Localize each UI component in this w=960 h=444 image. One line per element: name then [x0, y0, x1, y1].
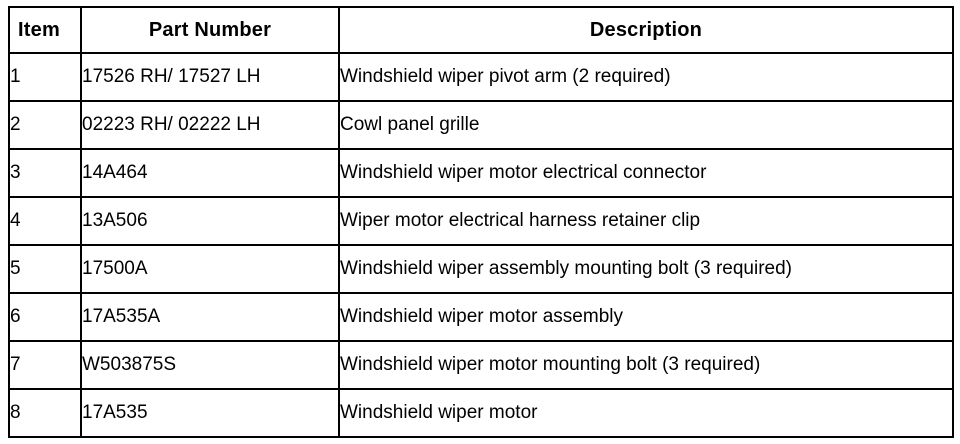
- cell-description: Windshield wiper motor: [339, 389, 953, 437]
- cell-item: 2: [9, 101, 81, 149]
- cell-part-number: 17500A: [81, 245, 339, 293]
- cell-part-number: 14A464: [81, 149, 339, 197]
- cell-item: 7: [9, 341, 81, 389]
- cell-part-number: W503875S: [81, 341, 339, 389]
- column-header-description: Description: [339, 7, 953, 53]
- column-header-part-number: Part Number: [81, 7, 339, 53]
- table-row: [9, 389, 953, 437]
- cell-item: 6: [9, 293, 81, 341]
- cell-description: Windshield wiper motor mounting bolt (3 required): [339, 341, 953, 389]
- cell-description: Windshield wiper motor assembly: [339, 293, 953, 341]
- cell-item: 3: [9, 149, 81, 197]
- table-row: [9, 341, 953, 389]
- parts-table: [8, 6, 954, 438]
- cell-item: 1: [9, 53, 81, 101]
- cell-part-number: 02223 RH/ 02222 LH: [81, 101, 339, 149]
- table-row: [9, 53, 953, 101]
- cell-item: 4: [9, 197, 81, 245]
- table-body: [9, 53, 953, 437]
- table-row: [9, 293, 953, 341]
- column-header-item: Item: [9, 7, 81, 53]
- table-header: [9, 7, 953, 53]
- cell-item: 5: [9, 245, 81, 293]
- cell-part-number: 17526 RH/ 17527 LH: [81, 53, 339, 101]
- cell-description: Wiper motor electrical harness retainer clip: [339, 197, 953, 245]
- cell-part-number: 17A535: [81, 389, 339, 437]
- cell-description: Windshield wiper assembly mounting bolt (3 required): [339, 245, 953, 293]
- table-row: [9, 197, 953, 245]
- table-row: [9, 245, 953, 293]
- cell-description: Cowl panel grille: [339, 101, 953, 149]
- cell-item: 8: [9, 389, 81, 437]
- cell-description: Windshield wiper motor electrical connector: [339, 149, 953, 197]
- cell-part-number: 17A535A: [81, 293, 339, 341]
- table-row: [9, 149, 953, 197]
- cell-part-number: 13A506: [81, 197, 339, 245]
- cell-description: Windshield wiper pivot arm (2 required): [339, 53, 953, 101]
- table-header-row: [9, 7, 953, 53]
- table-row: [9, 101, 953, 149]
